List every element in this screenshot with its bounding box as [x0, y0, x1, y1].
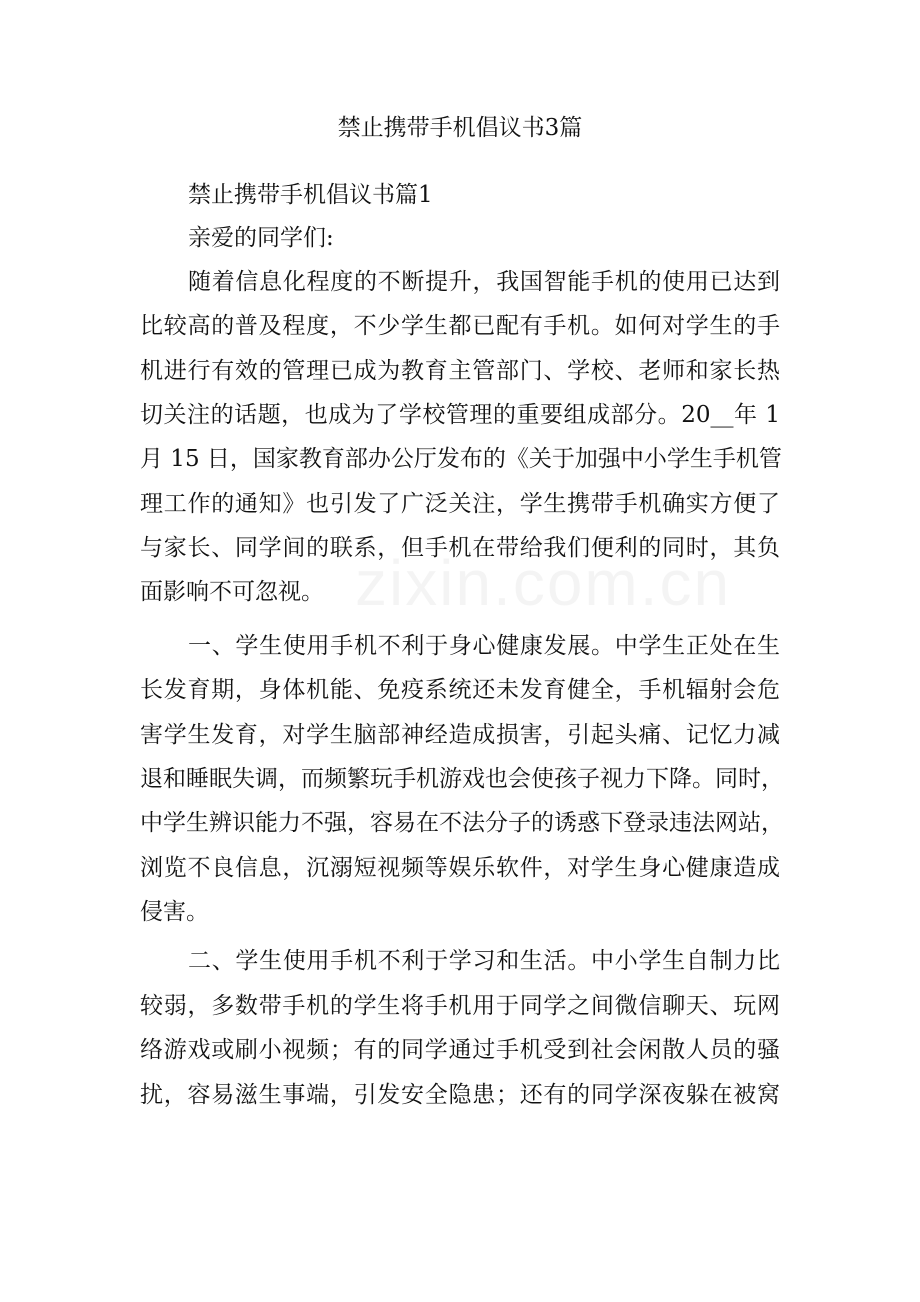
paragraph-2-line: 浏览不良信息，沉溺短视频等娱乐软件，对学生身心健康造成 — [140, 855, 780, 881]
paragraph-3-line: 扰，容易滋生事端，引发安全隐患；还有的同学深夜躲在被窝 — [140, 1082, 780, 1108]
section-heading: 禁止携带手机倡议书篇1 — [188, 182, 433, 208]
paragraph-1-line: 机进行有效的管理已成为教育主管部门、学校、老师和家长热 — [140, 358, 780, 384]
paragraph-2-line: 中学生辨识能力不强，容易在不法分子的诱惑下登录违法网站， — [140, 810, 784, 836]
paragraph-1-line: 切关注的话题，也成为了学校管理的重要组成部分。20__年 1 — [140, 402, 780, 428]
paragraph-2-line: 一、学生使用手机不利于身心健康发展。中学生正处在生 — [188, 633, 780, 659]
paragraph-3-line: 二、学生使用手机不利于学习和生活。中小学生自制力比 — [188, 948, 780, 974]
paragraph-1-line: 理工作的通知》也引发了广泛关注，学生携带手机确实方便了 — [140, 491, 780, 517]
paragraph-3-line: 络游戏或刷小视频；有的同学通过手机受到社会闲散人员的骚 — [140, 1037, 780, 1063]
paragraph-2-line: 退和睡眠失调，而频繁玩手机游戏也会使孩子视力下降。同时， — [140, 766, 784, 792]
paragraph-1-line: 月 15 日，国家教育部办公厅发布的《关于加强中小学生手机管 — [140, 446, 782, 472]
paragraph-1-line: 比较高的普及程度，不少学生都已配有手机。如何对学生的手 — [140, 313, 780, 339]
paragraph-2-line: 害学生发育，对学生脑部神经造成损害，引起头痛、记忆力减 — [140, 722, 780, 748]
document-title: 禁止携带手机倡议书3篇 — [337, 115, 583, 141]
paragraph-1-line: 随着信息化程度的不断提升，我国智能手机的使用已达到 — [188, 269, 780, 295]
paragraph-2-line: 侵害。 — [140, 899, 209, 925]
salutation: 亲爱的同学们: — [188, 225, 334, 251]
paragraph-2-line: 长发育期，身体机能、免疫系统还未发育健全，手机辐射会危 — [140, 677, 780, 703]
paragraph-3-line: 较弱，多数带手机的学生将手机用于同学之间微信聊天、玩网 — [140, 993, 780, 1019]
paragraph-1-line: 面影响不可忽视。 — [140, 579, 324, 605]
paragraph-1-line: 与家长、同学间的联系，但手机在带给我们便利的同时，其负 — [140, 535, 780, 561]
